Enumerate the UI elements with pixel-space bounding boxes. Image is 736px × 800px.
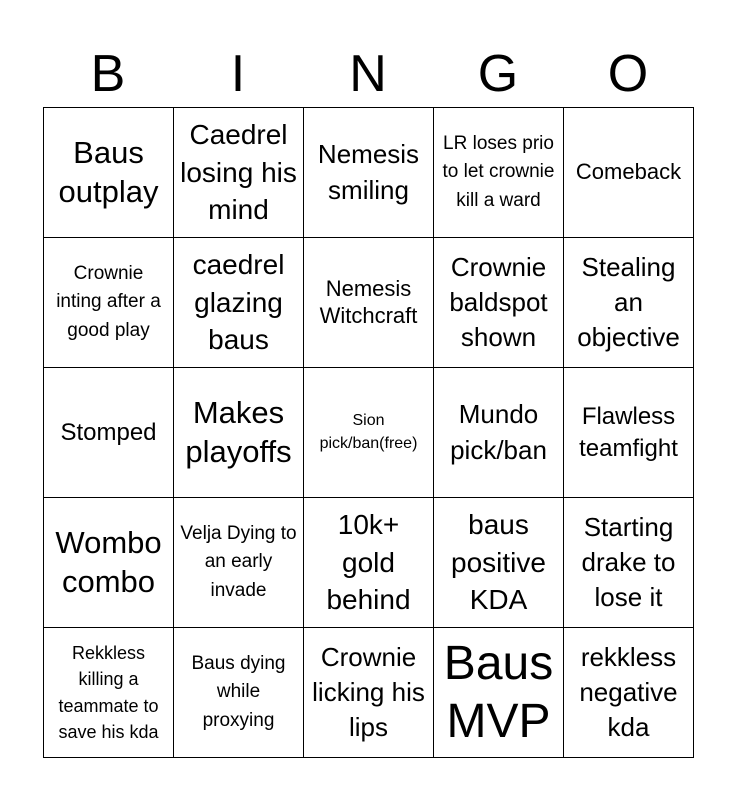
header-letter-b: B: [90, 45, 126, 103]
bingo-cell[interactable]: Baus outplay: [44, 108, 174, 238]
bingo-cell[interactable]: 10k+ gold behind: [304, 498, 434, 628]
bingo-cell[interactable]: Starting drake to lose it: [564, 498, 694, 628]
bingo-cell[interactable]: Flawless teamfight: [564, 368, 694, 498]
header-letter-o: O: [607, 45, 649, 103]
bingo-cell[interactable]: Crownie inting after a good play: [44, 238, 174, 368]
bingo-cell[interactable]: Nemesis smiling: [304, 108, 434, 238]
bingo-cell[interactable]: Wombo combo: [44, 498, 174, 628]
header-letter-n: N: [349, 45, 387, 103]
bingo-cell[interactable]: rekkless negative kda: [564, 628, 694, 758]
bingo-board: [43, 107, 694, 758]
bingo-cell[interactable]: Rekkless killing a teammate to save his kda: [44, 628, 174, 758]
header-letter-g: G: [477, 45, 519, 103]
bingo-cell[interactable]: baus positive KDA: [434, 498, 564, 628]
bingo-cell[interactable]: Makes playoffs: [174, 368, 304, 498]
bingo-cell[interactable]: caedrel glazing baus: [174, 238, 304, 368]
bingo-cell[interactable]: Stealing an objective: [564, 238, 694, 368]
bingo-cell[interactable]: Mundo pick/ban: [434, 368, 564, 498]
bingo-cell[interactable]: Comeback: [564, 108, 694, 238]
bingo-cell[interactable]: Caedrel losing his mind: [174, 108, 304, 238]
header-letter-i: I: [230, 45, 246, 103]
bingo-cell[interactable]: Velja Dying to an early invade: [174, 498, 304, 628]
bingo-cell[interactable]: Crownie licking his lips: [304, 628, 434, 758]
bingo-header: [43, 40, 693, 108]
bingo-cell[interactable]: Baus MVP: [434, 628, 564, 758]
bingo-cell[interactable]: Baus dying while proxying: [174, 628, 304, 758]
bingo-cell[interactable]: Sion pick/ban(free): [304, 368, 434, 498]
bingo-cell[interactable]: Stomped: [44, 368, 174, 498]
bingo-cell[interactable]: Nemesis Witchcraft: [304, 238, 434, 368]
bingo-cell[interactable]: LR loses prio to let crownie kill a ward: [434, 108, 564, 238]
bingo-cell[interactable]: Crownie baldspot shown: [434, 238, 564, 368]
